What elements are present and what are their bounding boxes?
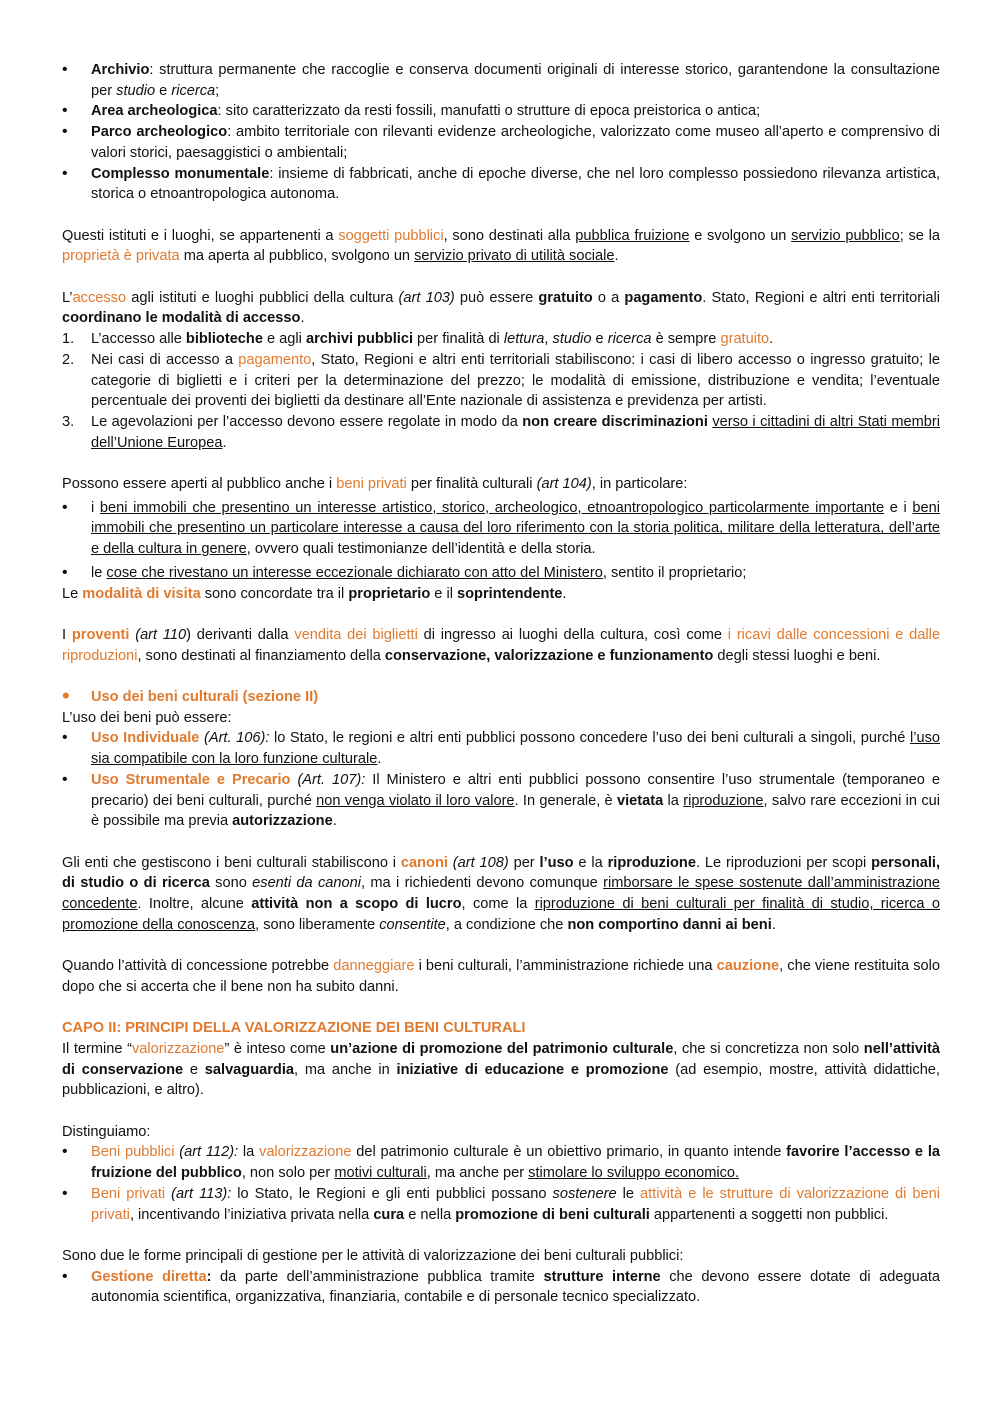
paragraph-gestione: Sono due le forme principali di gestione per le attività di valorizzazione dei beni culturali pubblici:: [62, 1247, 684, 1264]
paragraph-fruizione: Questi istituti e i luoghi, se appartenenti a soggetti pubblici, sono destinati alla pubblica fruizione e svolgono un servizio pubblico; se la proprietà è privata ma aperta al pubblico, svolgono un servizio privato di utilità sociale.: [62, 227, 940, 265]
list-item: 1. L’accesso alle biblioteche e agli archivi pubblici per finalità di lettura, studio e ricerca è sempre gratuito.: [62, 331, 774, 348]
list-item: • Beni privati (art 113): lo Stato, le Regioni e gli enti pubblici possano sostenere le attività e le strutture di valorizzazione di beni privati, incentivando l’iniziativa privata nella cura e nella promozione di beni culturali appartenenti a soggetti non pubblici.: [62, 1184, 940, 1225]
document-page: [62, 60, 940, 1308]
section-uso-heading: [62, 687, 940, 708]
istituti-list: [62, 60, 940, 205]
list-item: • Parco archeologico: ambito territoriale con rilevanti evidenze archeologiche, valorizzato come museo all’aperto e comprensivo di valori storici, paesaggistici o ambientali;: [62, 122, 940, 163]
list-item: • Complesso monumentale: insieme di fabbricati, anche di epoche diverse, che nel loro complesso possiedono rilevanza artistica, storica o etnoantropologica autonoma.: [62, 164, 940, 205]
list-item: • Archivio: struttura permanente che raccoglie e conserva documenti originali di interesse storico, garantendone la consultazione per studio e ricerca;: [62, 60, 940, 101]
paragraph-uso-intro: L’uso dei beni può essere:: [62, 709, 232, 726]
list-item: • le cose che rivestano un interesse eccezionale dichiarato con atto del Ministero, sentito il proprietario;: [62, 563, 940, 584]
list-item: • i beni immobili che presentino un interesse artistico, storico, archeologico, etnoantropologico particolarmente importante e i beni immobili che presentino un particolare interesse a causa del loro riferimento con la storia politica, militare della letteratura, dell’arte e della cultura in genere, ovvero quali testimonianze dell’identità e della storia.: [62, 498, 940, 560]
list-item: 3. Le agevolazioni per l’accesso devono essere regolate in modo da non creare discriminazioni verso i cittadini di altri Stati membri dell’Unione Europea.: [62, 413, 941, 451]
chapter-heading: CAPO II: PRINCIPI DELLA VALORIZZAZIONE DEI BENI CULTURALI: [62, 1020, 526, 1037]
beni-privati-list: [62, 498, 940, 584]
list-item: • Gestione diretta: da parte dell’amministrazione pubblica tramite strutture interne che devono essere dotate di adeguata autonomia scientifica, organizzativa, finanziaria, contabile e di personale tecnico specializzato.: [62, 1267, 940, 1308]
list-item: 2. Nei casi di accesso a pagamento, Stato, Regioni e altri enti territoriali stabiliscono: i casi di libero accesso o ingresso gratuito; le categorie di biglietti e i criteri per la determinazione del prezzo; le modalità di emissione, distribuzione e vendita; l’eventuale percentuale dei proventi dei biglietti da destinare all’Ente nazionale di assistenza e previdenza per artisti.: [62, 351, 940, 410]
paragraph-accesso: L’accesso agli istituti e luoghi pubblici della cultura (art 103) può essere gratuito o a pagamento. Stato, Regioni e altri enti territoriali coordinano le modalità di accesso.: [62, 289, 940, 327]
paragraph-valorizzazione: Il termine “valorizzazione” è inteso come un’azione di promozione del patrimonio culturale, che si concretizza non solo nell’attività di conservazione e salvaguardia, ma anche in iniziative di educazione e promozione (ad esempio, mostre, attività didattiche, pubblicazioni, e altro).: [62, 1040, 941, 1099]
accesso-numbered-list: [62, 329, 940, 453]
list-item: • Area archeologica: sito caratterizzato da resti fossili, manufatti o strutture di epoca preistorica o antica;: [62, 101, 940, 122]
paragraph-modalita-visita: Le modalità di visita sono concordate tra il proprietario e il soprintendente.: [62, 585, 567, 602]
section-heading: • Uso dei beni culturali (sezione II): [62, 687, 940, 708]
list-item: • Uso Strumentale e Precario (Art. 107): Il Ministero e altri enti pubblici possono consentire l’uso strumentale (temporaneo e precario) dei beni culturali, purché non venga violato il loro valore. In generale, è vietata la riproduzione, salvo rare eccezioni in cui è possibile ma previa autorizzazione.: [62, 770, 940, 832]
beni-list: [62, 1142, 940, 1225]
paragraph-cauzione: Quando l’attività di concessione potrebbe danneggiare i beni culturali, l’amministrazione richiede una cauzione, che viene restituita solo dopo che si accerta che il bene non ha subito danni.: [62, 958, 940, 995]
paragraph-canoni: Gli enti che gestiscono i beni culturali stabiliscono i canoni (art 108) per l’uso e la riproduzione. Le riproduzioni per scopi personali, di studio o di ricerca sono esenti da canoni, ma i richiedenti devono comunque rimborsare le spese sostenute dall’amministrazione concedente. Inoltre, alcune attività non a scopo di lucro, come la riproduzione di beni culturali per finalità di studio, ricerca o promozione della conoscenza, sono liberamente consentite, a condizione che non comportino danni ai beni.: [62, 854, 941, 933]
paragraph-proventi: I proventi (art 110) derivanti dalla vendita dei biglietti di ingresso ai luoghi della cultura, così come i ricavi dalle concessioni e dalle riproduzioni, sono destinati al finanziamento della conservazione, valorizzazione e funzionamento degli stessi luoghi e beni.: [62, 626, 941, 664]
list-item: • Uso Individuale (Art. 106): lo Stato, le regioni e altri enti pubblici possono concedere l’uso dei beni culturali a singoli, purché l’uso sia compatibile con la loro funzione culturale.: [62, 728, 940, 769]
uso-list: [62, 728, 940, 832]
paragraph-beni-privati: Possono essere aperti al pubblico anche i beni privati per finalità culturali (art 104), in particolare:: [62, 476, 688, 493]
paragraph-distinguiamo: Distinguiamo:: [62, 1123, 151, 1140]
list-item: • Beni pubblici (art 112): la valorizzazione del patrimonio culturale è un obiettivo primario, in quanto intende favorire l’accesso e la fruizione del pubblico, non solo per motivi culturali, ma anche per stimolare lo sviluppo economico.: [62, 1142, 940, 1183]
gestione-list: [62, 1267, 940, 1308]
